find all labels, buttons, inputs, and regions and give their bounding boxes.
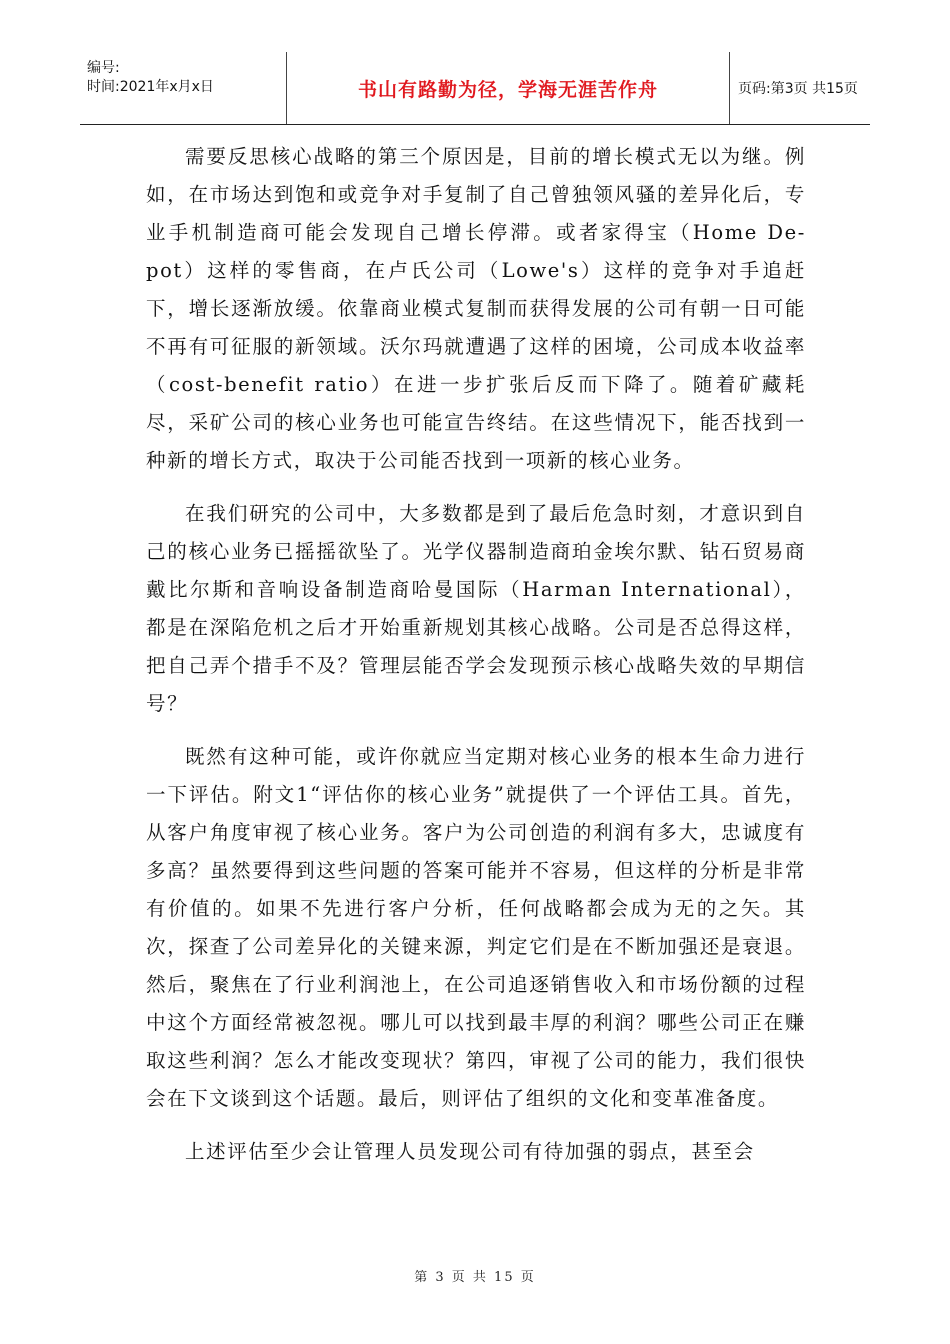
header-motto: 书山有路勤为径，学海无涯苦作舟 [286,52,730,124]
document-date: 时间:2021年x月x日 [87,79,214,95]
document-number-label: 编号: [87,60,120,76]
paragraph: 既然有这种可能，或许你就应当定期对核心业务的根本生命力进行一下评估。附文1“评估你的核心业务”就提供了一个评估工具。首先，从客户角度审视了核心业务。客户为公司创造的利润有多大，忠诚度有多高？虽然要得到这些问题的答案可能并不容易，但这样的分析是非常有价值的。如果不先进行客户分析，任何战略都会成为无的之矢。其次，探查了公司差异化的关键来源，判定它们是在不断加强还是衰退。然后，聚焦在了行业利润池上，在公司追逐销售收入和市场份额的过程中这个方面经常被忽视。哪儿可以找到最丰厚的利润？哪些公司正在赚取这些利润？怎么才能改变现状？第四，审视了公司的能力，我们很快会在下文谈到这个话题。最后，则评估了组织的文化和变革准备度。 [146,745,806,1110]
header-page-info: 页码:第3页 共15页 [738,81,858,97]
document-body [146,138,806,1186]
paragraph: 在我们研究的公司中，大多数都是到了最后危急时刻，才意识到自己的核心业务已摇摇欲坠了。光学仪器制造商珀金埃尔默、钻石贸易商戴比尔斯和音响设备制造商哈曼国际（Harman International），都是在深陷危机之后才开始重新规划其核心战略。公司是否总得这样，把自己弄个措手不及？管理层能否学会发现预示核心战略失效的早期信号？ [146,502,806,715]
page-header [80,52,870,125]
paragraph: 需要反思核心战略的第三个原因是，目前的增长模式无以为继。例如，在市场达到饱和或竞争对手复制了自己曾独领风骚的差异化后，专业手机制造商可能会发现自己增长停滞。或者家得宝（Home De-pot）这样的零售商，在卢氏公司（Lowe's）这样的竞争对手追赶下，增长逐渐放缓。依靠商业模式复制而获得发展的公司有朝一日可能不再有可征服的新领域。沃尔玛就遭遇了这样的困境，公司成本收益率（cost-benefit ratio）在进一步扩张后反而下降了。随着矿藏耗尽，采矿公司的核心业务也可能宣告终结。在这些情况下，能否找到一种新的增长方式，取决于公司能否找到一项新的核心业务。 [146,145,806,472]
paragraph: 上述评估至少会让管理人员发现公司有待加强的弱点，甚至会 [185,1140,755,1163]
page-footer: 第 3 页 共 15 页 [414,1270,536,1285]
header-meta [87,59,283,97]
